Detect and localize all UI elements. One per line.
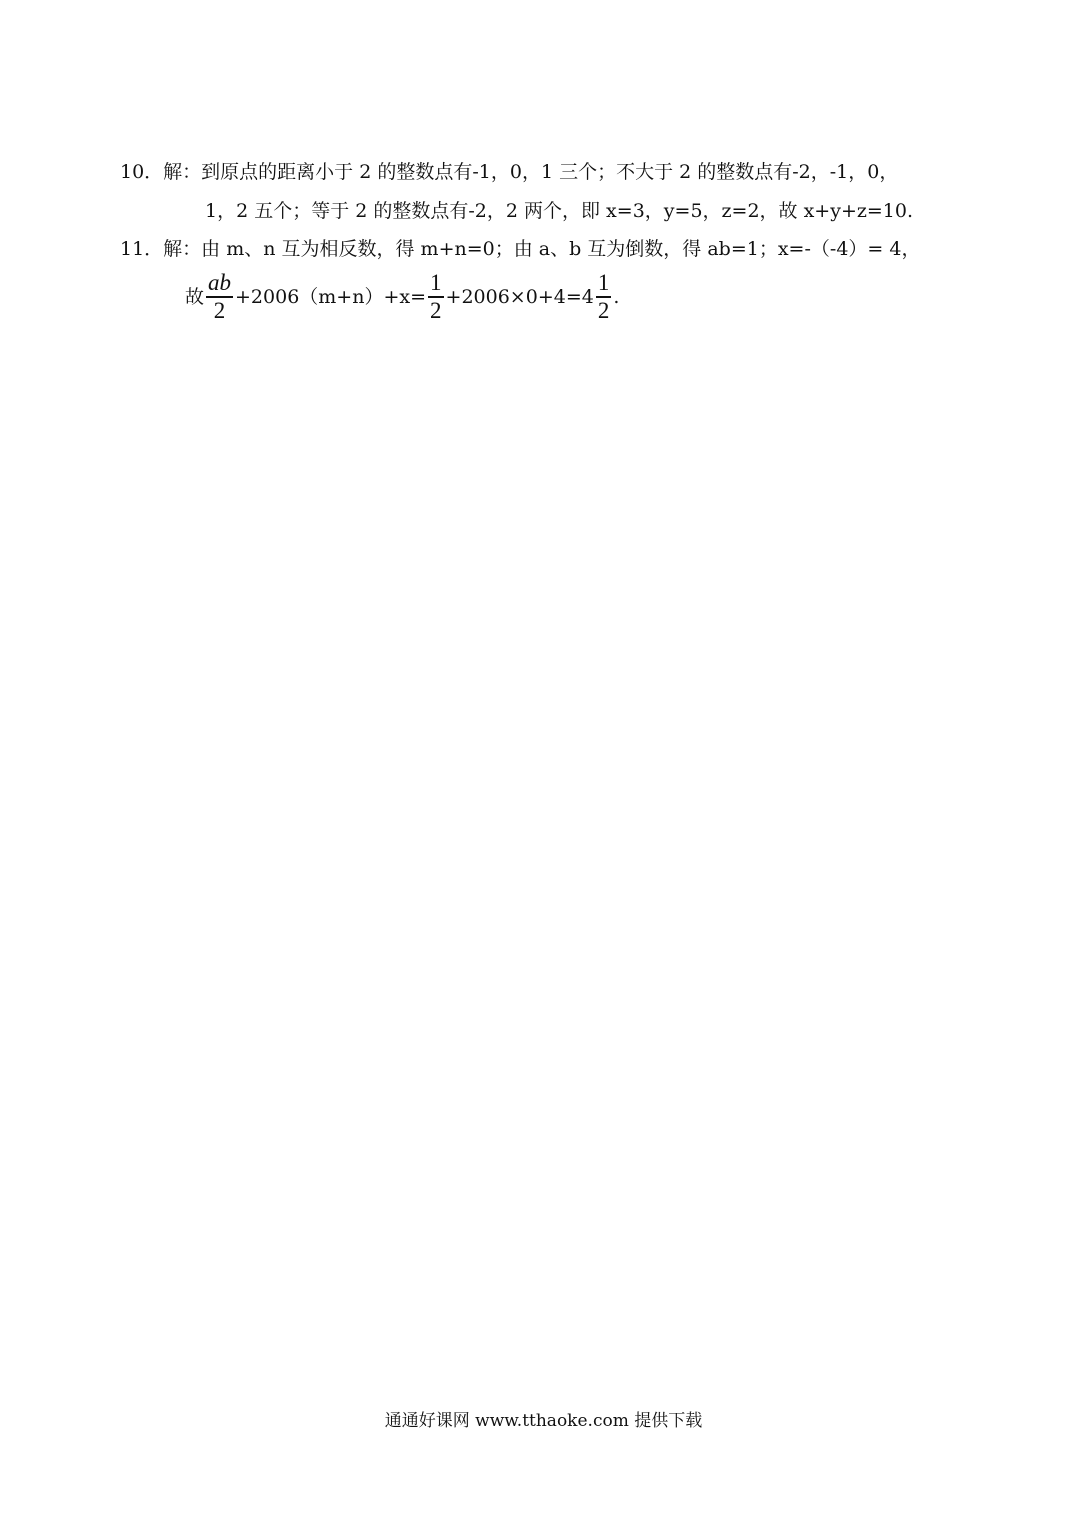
fraction-numerator: ab	[208, 270, 232, 295]
q10-line-1: 10．解：到原点的距离小于 2 的整数点有-1，0，1 三个；不大于 2 的整数点有-2，-1，0，	[120, 161, 899, 183]
fraction-1-over-2	[596, 270, 612, 324]
q11-suffix: .	[613, 286, 620, 308]
fraction-1-over-2	[428, 270, 444, 324]
q11-expression-mid-2: +2006×0+4=4	[445, 286, 594, 308]
q11-prefix: 故	[185, 286, 205, 308]
footer-credit: 通通好课网 www.tthaoke.com 提供下载	[384, 1411, 703, 1431]
q11-line-1: 11．解：由 m、n 互为相反数，得 m+n=0；由 a、b 互为倒数，得 ab=1；x=-（-4）= 4，	[120, 238, 921, 260]
fraction-numerator: 1	[597, 270, 610, 295]
q11-expression-mid-1: +2006（m+n）+x=	[235, 286, 427, 308]
fraction-denominator: 2	[597, 298, 610, 323]
fraction-ab-over-2	[206, 270, 233, 324]
fraction-denominator: 2	[213, 298, 226, 323]
fraction-numerator: 1	[430, 270, 442, 295]
fraction-denominator: 2	[430, 298, 442, 323]
q11-line-2	[185, 266, 619, 328]
q10-line-2: 1，2 五个；等于 2 的整数点有-2，2 两个，即 x=3，y=5，z=2，故 x+y+z=10.	[205, 200, 914, 222]
